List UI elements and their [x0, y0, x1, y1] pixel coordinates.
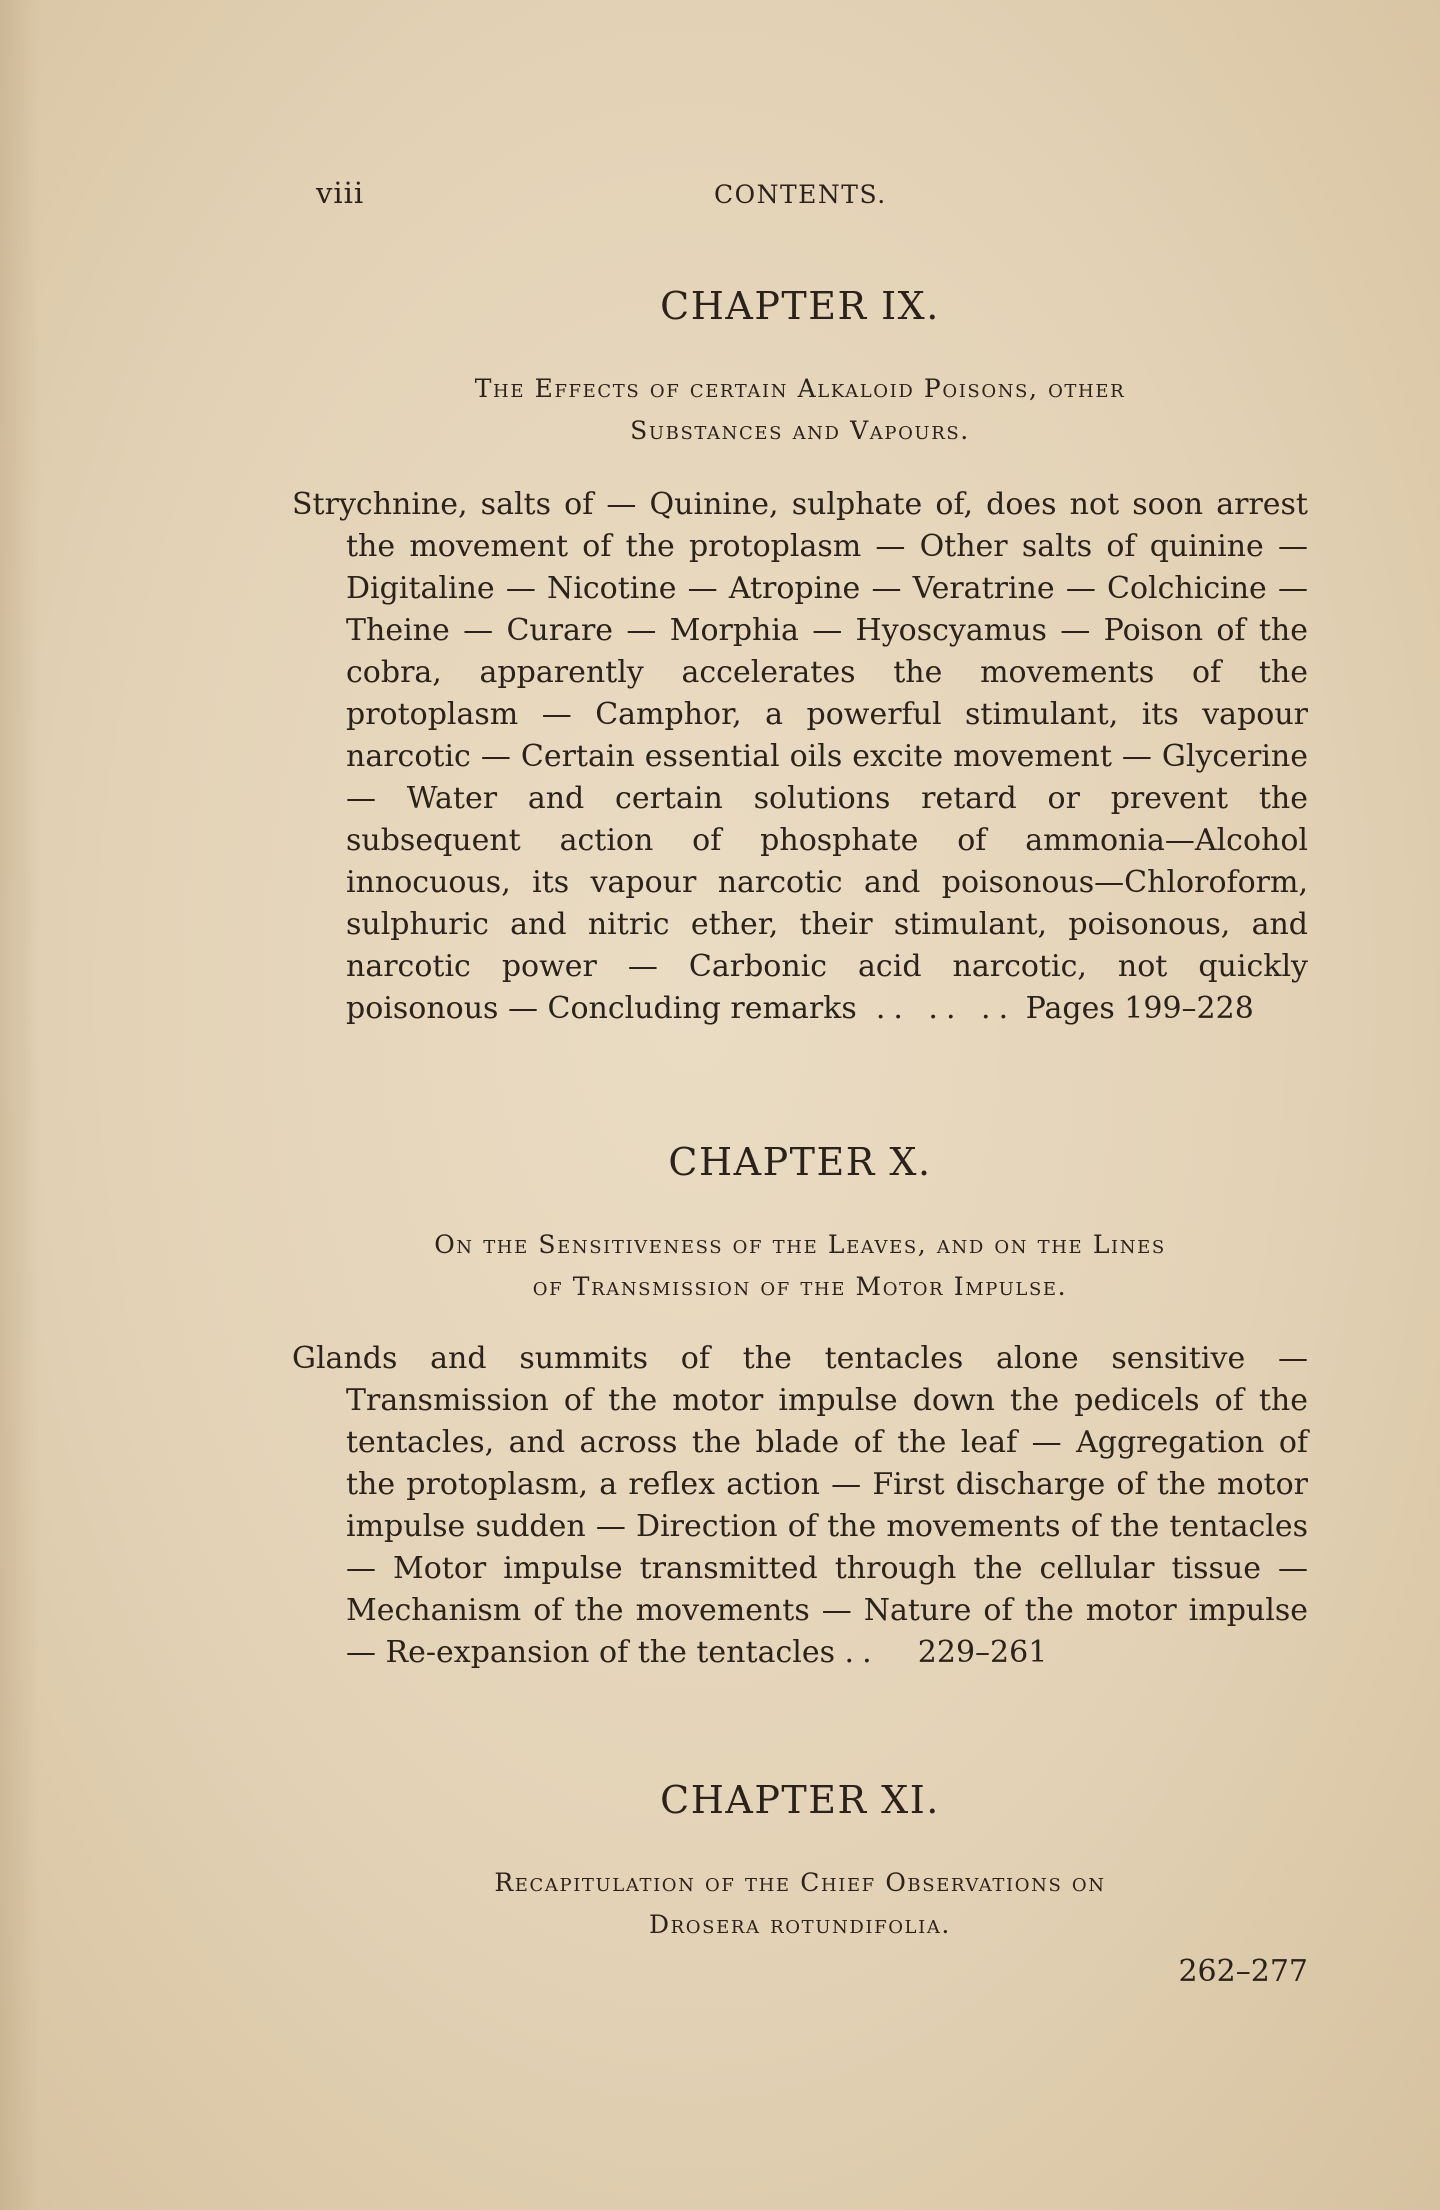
- chapter-title-line: Substances and Vapours.: [630, 416, 970, 445]
- chapter-heading: CHAPTER X.: [668, 1140, 932, 1184]
- summary-text: Glands and summits of the tentacles alone sensitive — Transmission of the motor impulse down the pedicels of the tentacles, and across the blade of the leaf — Aggregation of the protoplasm, a reflex action — First discharge of the motor impulse sudden — Direction of the movements of the tentacles — Motor impulse transmitted through the cellular tissue — Mechanism of the movements — Nature of the motor impulse — Re-expansion of the tentacles: [292, 1341, 1308, 1670]
- page-range: 262–277: [1178, 1954, 1308, 1989]
- chapter-title-line: Recapitulation of the Chief Observations on: [494, 1868, 1106, 1897]
- chapter-title-line: The Effects of certain Alkaloid Poisons, other: [474, 374, 1126, 403]
- chapter-ix-entry: [292, 284, 1308, 1030]
- chapter-heading: CHAPTER IX.: [660, 284, 940, 328]
- dot-leader: ..: [844, 1635, 880, 1670]
- dot-leader: .. .. ..: [875, 991, 1017, 1026]
- chapter-title: [292, 1224, 1308, 1308]
- chapter-summary: [292, 1338, 1308, 1674]
- running-title: CONTENTS.: [714, 180, 887, 209]
- page-range: 229–261: [917, 1635, 1048, 1670]
- page-range: Pages 199–228: [1025, 991, 1254, 1026]
- chapter-summary: [292, 484, 1308, 1030]
- page-number: viii: [316, 176, 365, 210]
- chapter-x-entry: [292, 1140, 1308, 1674]
- chapter-title-line: Drosera rotundifolia.: [649, 1910, 951, 1939]
- page-edge-shadow: [0, 0, 40, 2210]
- summary-text: Strychnine, salts of — Quinine, sulphate of, does not soon arrest the movement of the protoplasm — Other salts of quinine — Digitaline — Nicotine — Atropine — Veratrine — Colchicine — Theine — Curare — Morphia — Hyoscyamus — Poison of the cobra, apparently accelerates the movements of the protoplasm — Camphor, a powerful stimulant, its vapour narcotic — Certain essential oils excite movement — Glycerine — Water and certain solutions retard or prevent the subsequent action of phosphate of ammonia—Alcohol innocuous, its vapour narcotic and poisonous—Chloroform, sulphuric and nitric ether, their stimulant, poisonous, and narcotic power — Carbonic acid narcotic, not quickly poisonous — Concluding remarks: [292, 487, 1308, 1026]
- chapter-title-line: of Transmission of the Motor Impulse.: [532, 1272, 1068, 1301]
- running-head: [0, 176, 1440, 216]
- chapter-title: [292, 368, 1308, 452]
- chapter-heading: CHAPTER XI.: [660, 1778, 940, 1822]
- chapter-xi-entry: [292, 1778, 1308, 1989]
- chapter-title-line: On the Sensitiveness of the Leaves, and on the Lines: [434, 1230, 1166, 1259]
- chapter-title: [292, 1862, 1308, 1946]
